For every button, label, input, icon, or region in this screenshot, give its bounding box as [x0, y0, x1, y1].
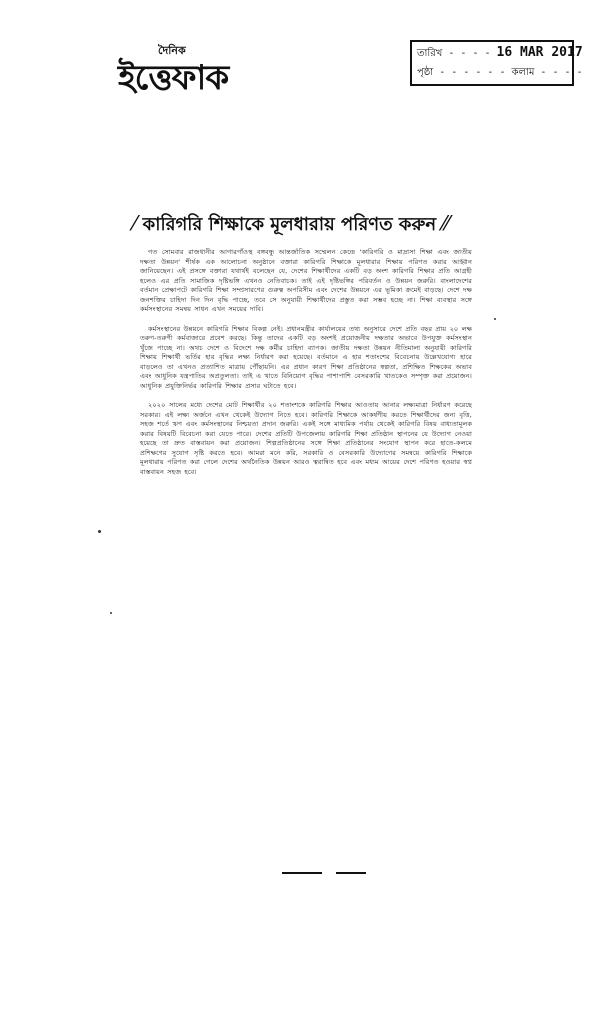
newspaper-name: ইত্তেফাক: [118, 58, 229, 98]
stamp-date-label: তারিখ: [417, 48, 443, 59]
stamp-page-label: পৃষ্ঠা: [417, 67, 434, 78]
article-paragraph: কর্মসংস্থানের উন্নয়নে কারিগরি শিক্ষার বিকল্প নেই। প্রধানমন্ত্রীর কার্যালয়ের তথ্য অনুসারে দেশে প্রতি বছর প্রায় ২০ লক্ষ তরুণ-তরুণী কর্মবাজারে প্রবেশ করছে। কিন্তু তাদের একটি বড় অংশই প্রয়োজনীয় দক্ষতার অভাবে উপযুক্ত কর্মসংস্থান খুঁজে পাচ্ছে না। অথচ দেশে ও বিদেশে দক্ষ কর্মীর চাহিদা ব্যাপক। জাতীয় দক্ষতা উন্নয়ন নীতিমালা অনুযায়ী কারিগরি শিক্ষায় শিক্ষার্থী ভর্তির হার বৃদ্ধির লক্ষ্য নির্ধারণ করা হয়েছে। বর্তমানে এ হার শতাংশের বিবেচনায় উল্লেখযোগ্য হারে বাড়লেও তা এখনও প্রত্যাশিত মাত্রায় পৌঁছায়নি। এর প্রধান কারণ শিক্ষা প্রতিষ্ঠানের স্বল্পতা, প্রশিক্ষিত শিক্ষকের অভাব এবং আধুনিক যন্ত্রপাতির অপ্রতুলতা। তাই এ খাতে বিনিয়োগ বৃদ্ধির পাশাপাশি বেসরকারি খাতকেও সম্পৃক্ত করা প্রয়োজন। আধুনিক প্রযুক্তিনির্ভর কারিগরি শিক্ষার প্রসার ঘটাতে হবে।: [140, 324, 472, 390]
stamp-page-row: পৃষ্ঠা - - - - - - কলাম - - - -: [417, 67, 583, 78]
clipping-stamp: [410, 40, 583, 86]
stamp-date: 16 MAR 2017: [496, 45, 583, 60]
headline-text: কারিগরি শিক্ষাকে মূলধারায় পরিণত করুন: [142, 214, 437, 235]
scan-speck: [98, 530, 101, 533]
scan-speck: [494, 318, 496, 320]
stamp-column-label: কলাম: [511, 67, 535, 78]
editorial-headline: [133, 210, 473, 241]
stamp-date-row: তারিখ - - - - 16 MAR 2017: [417, 45, 583, 60]
headline-open-mark: ⁄: [133, 211, 137, 235]
article-paragraph: গত সোমবার রাজধানীর আগারগাঁওস্থ বঙ্গবন্ধু আন্তর্জাতিক সম্মেলন কেন্দ্রে 'কারিগরি ও মাদ্রাসা শিক্ষা এবং জাতীয় দক্ষতা উন্নয়ন' শীর্ষক এক আলোচনা অনুষ্ঠানে বক্তারা কারিগরি শিক্ষাকে মূলধারার শিক্ষায় পরিণত করার আহ্বান জানিয়েছেন। এই প্রসঙ্গে বক্তারা যথার্থই বলেছেন যে, দেশের শিক্ষার্থীদের একটি বড় অংশ কারিগরি শিক্ষার প্রতি আগ্রহী হলেও এর প্রতি সামাজিক দৃষ্টিভঙ্গি এখনও নেতিবাচক। তাই এই দৃষ্টিভঙ্গির পরিবর্তন ও উন্নয়ন জরুরি। বাংলাদেশের বর্তমান প্রেক্ষাপটে কারিগরি শিক্ষা সম্প্রসারণের গুরুত্ব অপরিসীম এবং দেশের উন্নয়নে এর ভূমিকা ক্রমেই বাড়ছে। দেশে দক্ষ জনশক্তির চাহিদা দিন দিন বৃদ্ধি পাচ্ছে, তবে সে অনুযায়ী শিক্ষার্থীদের প্রস্তুত করা সম্ভব হচ্ছে না। শিক্ষা ব্যবস্থার সঙ্গে কর্মসংস্থানের সমন্বয় সাধন এখন সময়ের দাবি।: [140, 248, 472, 313]
end-rule: [282, 872, 322, 874]
editorial-article: [140, 248, 472, 487]
article-paragraph: ২০২০ সালের মধ্যে দেশের মোট শিক্ষার্থীর ২০ শতাংশকে কারিগরি শিক্ষার আওতায় আনার লক্ষ্যমাত্রা নির্ধারণ করেছে সরকার। এই লক্ষ্য অর্জনে এখন থেকেই উদ্যোগ নিতে হবে। কারিগরি শিক্ষাকে আকর্ষণীয় করতে শিক্ষার্থীদের জন্য বৃত্তি, সহজ শর্তে ঋণ এবং কর্মসংস্থানের নিশ্চয়তা প্রদান জরুরি। একই সঙ্গে মাধ্যমিক পর্যায় থেকেই কারিগরি বিষয় বাধ্যতামূলক করার বিষয়টি বিবেচনা করা যেতে পারে। দেশের প্রতিটি উপজেলায় কারিগরি শিক্ষা প্রতিষ্ঠান স্থাপনের যে উদ্যোগ নেওয়া হয়েছে তা দ্রুত বাস্তবায়ন করা প্রয়োজন। শিল্পপ্রতিষ্ঠানের সঙ্গে শিক্ষা প্রতিষ্ঠানের সংযোগ স্থাপন করে হাতে-কলমে প্রশিক্ষণের সুযোগ সৃষ্টি করতে হবে। আমরা মনে করি, সরকারি ও বেসরকারি উদ্যোগের সমন্বয়ে কারিগরি শিক্ষাকে মূলধারায় পরিণত করা গেলে দেশের অর্থনৈতিক উন্নয়ন আরও ত্বরান্বিত হবে এবং মধ্যম আয়ের দেশে পরিণত হওয়ার স্বপ্ন বাস্তবায়ন সহজ হবে।: [140, 401, 472, 476]
masthead-daily-label: দৈনিক: [158, 44, 186, 57]
headline-close-mark: ⁄⁄: [442, 211, 450, 235]
end-rule: [336, 872, 366, 874]
scan-speck: [110, 612, 112, 614]
